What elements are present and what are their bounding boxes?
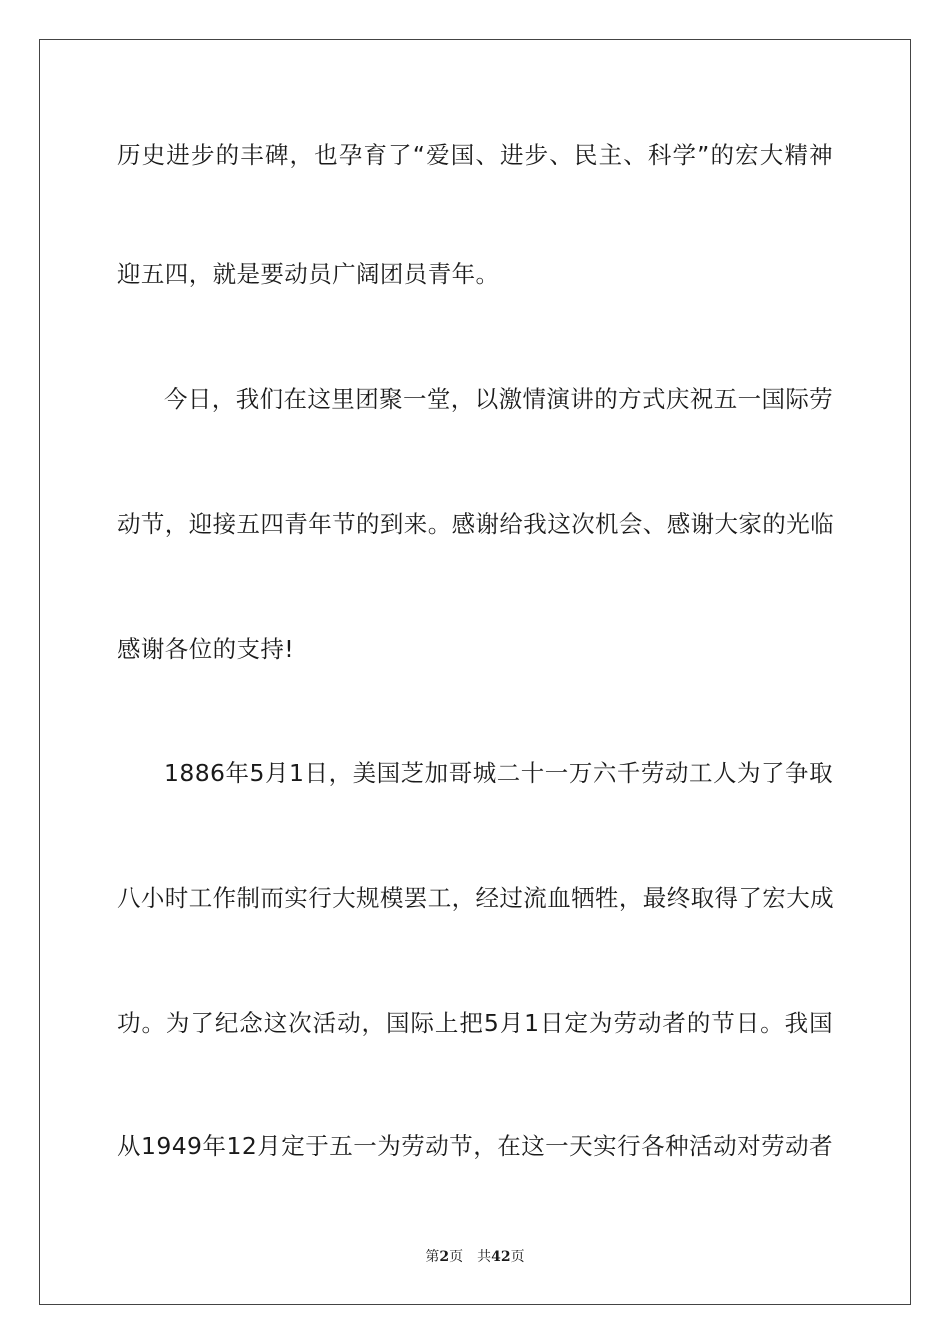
text-line-2: 迎五四，就是要动员广阔团员青年。 — [117, 260, 500, 288]
page-suffix: 页 — [449, 1249, 464, 1265]
text-line-3: 今日，我们在这里团聚一堂，以激情演讲的方式庆祝五一国际劳 — [164, 385, 834, 413]
text-line-1: 历史进步的丰碑，也孕育了“爱国、进步、民主、科学”的宏大精神 — [117, 141, 833, 169]
text-line-7: 八小时工作制而实行大规模罢工，经过流血牺牲，最终取得了宏大成 — [117, 884, 834, 912]
total-prefix: 共 — [477, 1249, 492, 1265]
total-pages: 42 — [491, 1249, 511, 1265]
page-border — [39, 39, 911, 1305]
text-line-4: 动节，迎接五四青年节的到来。感谢给我这次机会、感谢大家的光临 — [117, 510, 834, 538]
text-line-9: 从1949年12月定于五一为劳动节，在这一天实行各种活动对劳动者 — [117, 1132, 833, 1160]
page-footer — [0, 1248, 950, 1266]
text-line-5: 感谢各位的支持! — [117, 635, 295, 663]
page-number: 2 — [439, 1249, 450, 1265]
text-line-8: 功。为了纪念这次活动，国际上把5月1日定为劳动者的节日。我国 — [117, 1009, 833, 1037]
page-prefix: 第 — [425, 1249, 440, 1265]
total-suffix: 页 — [510, 1249, 525, 1265]
text-line-6: 1886年5月1日，美国芝加哥城二十一万六千劳动工人为了争取 — [164, 759, 833, 787]
